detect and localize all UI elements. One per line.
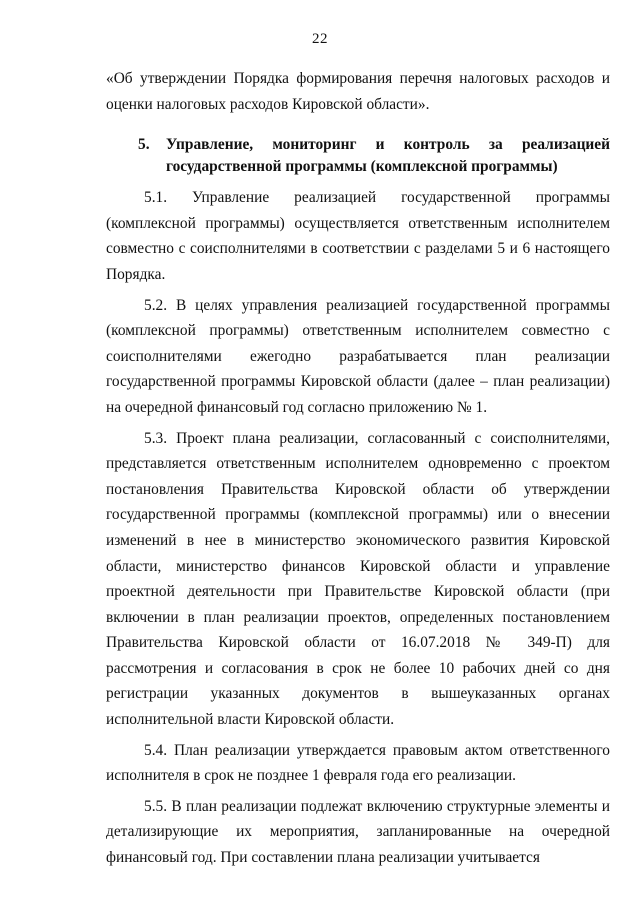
paragraph-5-5: 5.5. В план реализации подлежат включению структурные элементы и детализирующие их мероприятия, запланированные на очередной финансовый год. При составлении плана реализации учитывается <box>106 797 610 867</box>
paragraph-5-2: 5.2. В целях управления реализацией государственной программы (комплексной программы) ответственным исполнителем совместно с соисполнителями ежегодно разрабатывается план реализации государственной программы Кировской области (далее – план реализации) на очередной финансовый год согласно приложению № 1. <box>106 296 610 416</box>
paragraph-5-1: 5.1. Управление реализацией государственной программы (комплексной программы) осуществляется ответственным исполнителем совместно с соисполнителями в соответствии с разделами 5 и 6 настоящего Порядка. <box>106 189 610 283</box>
intro-paragraph: «Об утверждении Порядка формирования перечня налоговых расходов и оценки налоговых расходов Кировской области». <box>106 70 610 113</box>
document-body <box>106 66 610 871</box>
paragraph-5-4: 5.4. План реализации утверждается правовым актом ответственного исполнителя в срок не позднее 1 февраля года его реализации. <box>106 741 610 785</box>
section-title: Управление, мониторинг и контроль за реализацией государственной программы (комплексной программы) <box>166 136 610 176</box>
section-number: 5. <box>138 136 150 154</box>
section-heading <box>106 134 610 178</box>
page-number: 22 <box>312 31 328 47</box>
paragraph-5-3: 5.3. Проект плана реализации, согласованный с соисполнителями, представляется ответственным исполнителем одновременно с проектом постановления Правительства Кировской области об утверждении государственной программы (комплексной программы) или о внесении изменений в нее в министерство экономического развития Кировской области, министерство финансов Кировской области и управление проектной деятельности при Правительстве Кировской области (при включении в план реализации проектов, определенных постановлением Правительства Кировской области от 16.07.2018 № 349-П) для рассмотрения и согласования в срок не более 10 рабочих дней со дня регистрации указанных документов в вышеуказанных органах исполнительной власти Кировской области. <box>106 429 610 729</box>
